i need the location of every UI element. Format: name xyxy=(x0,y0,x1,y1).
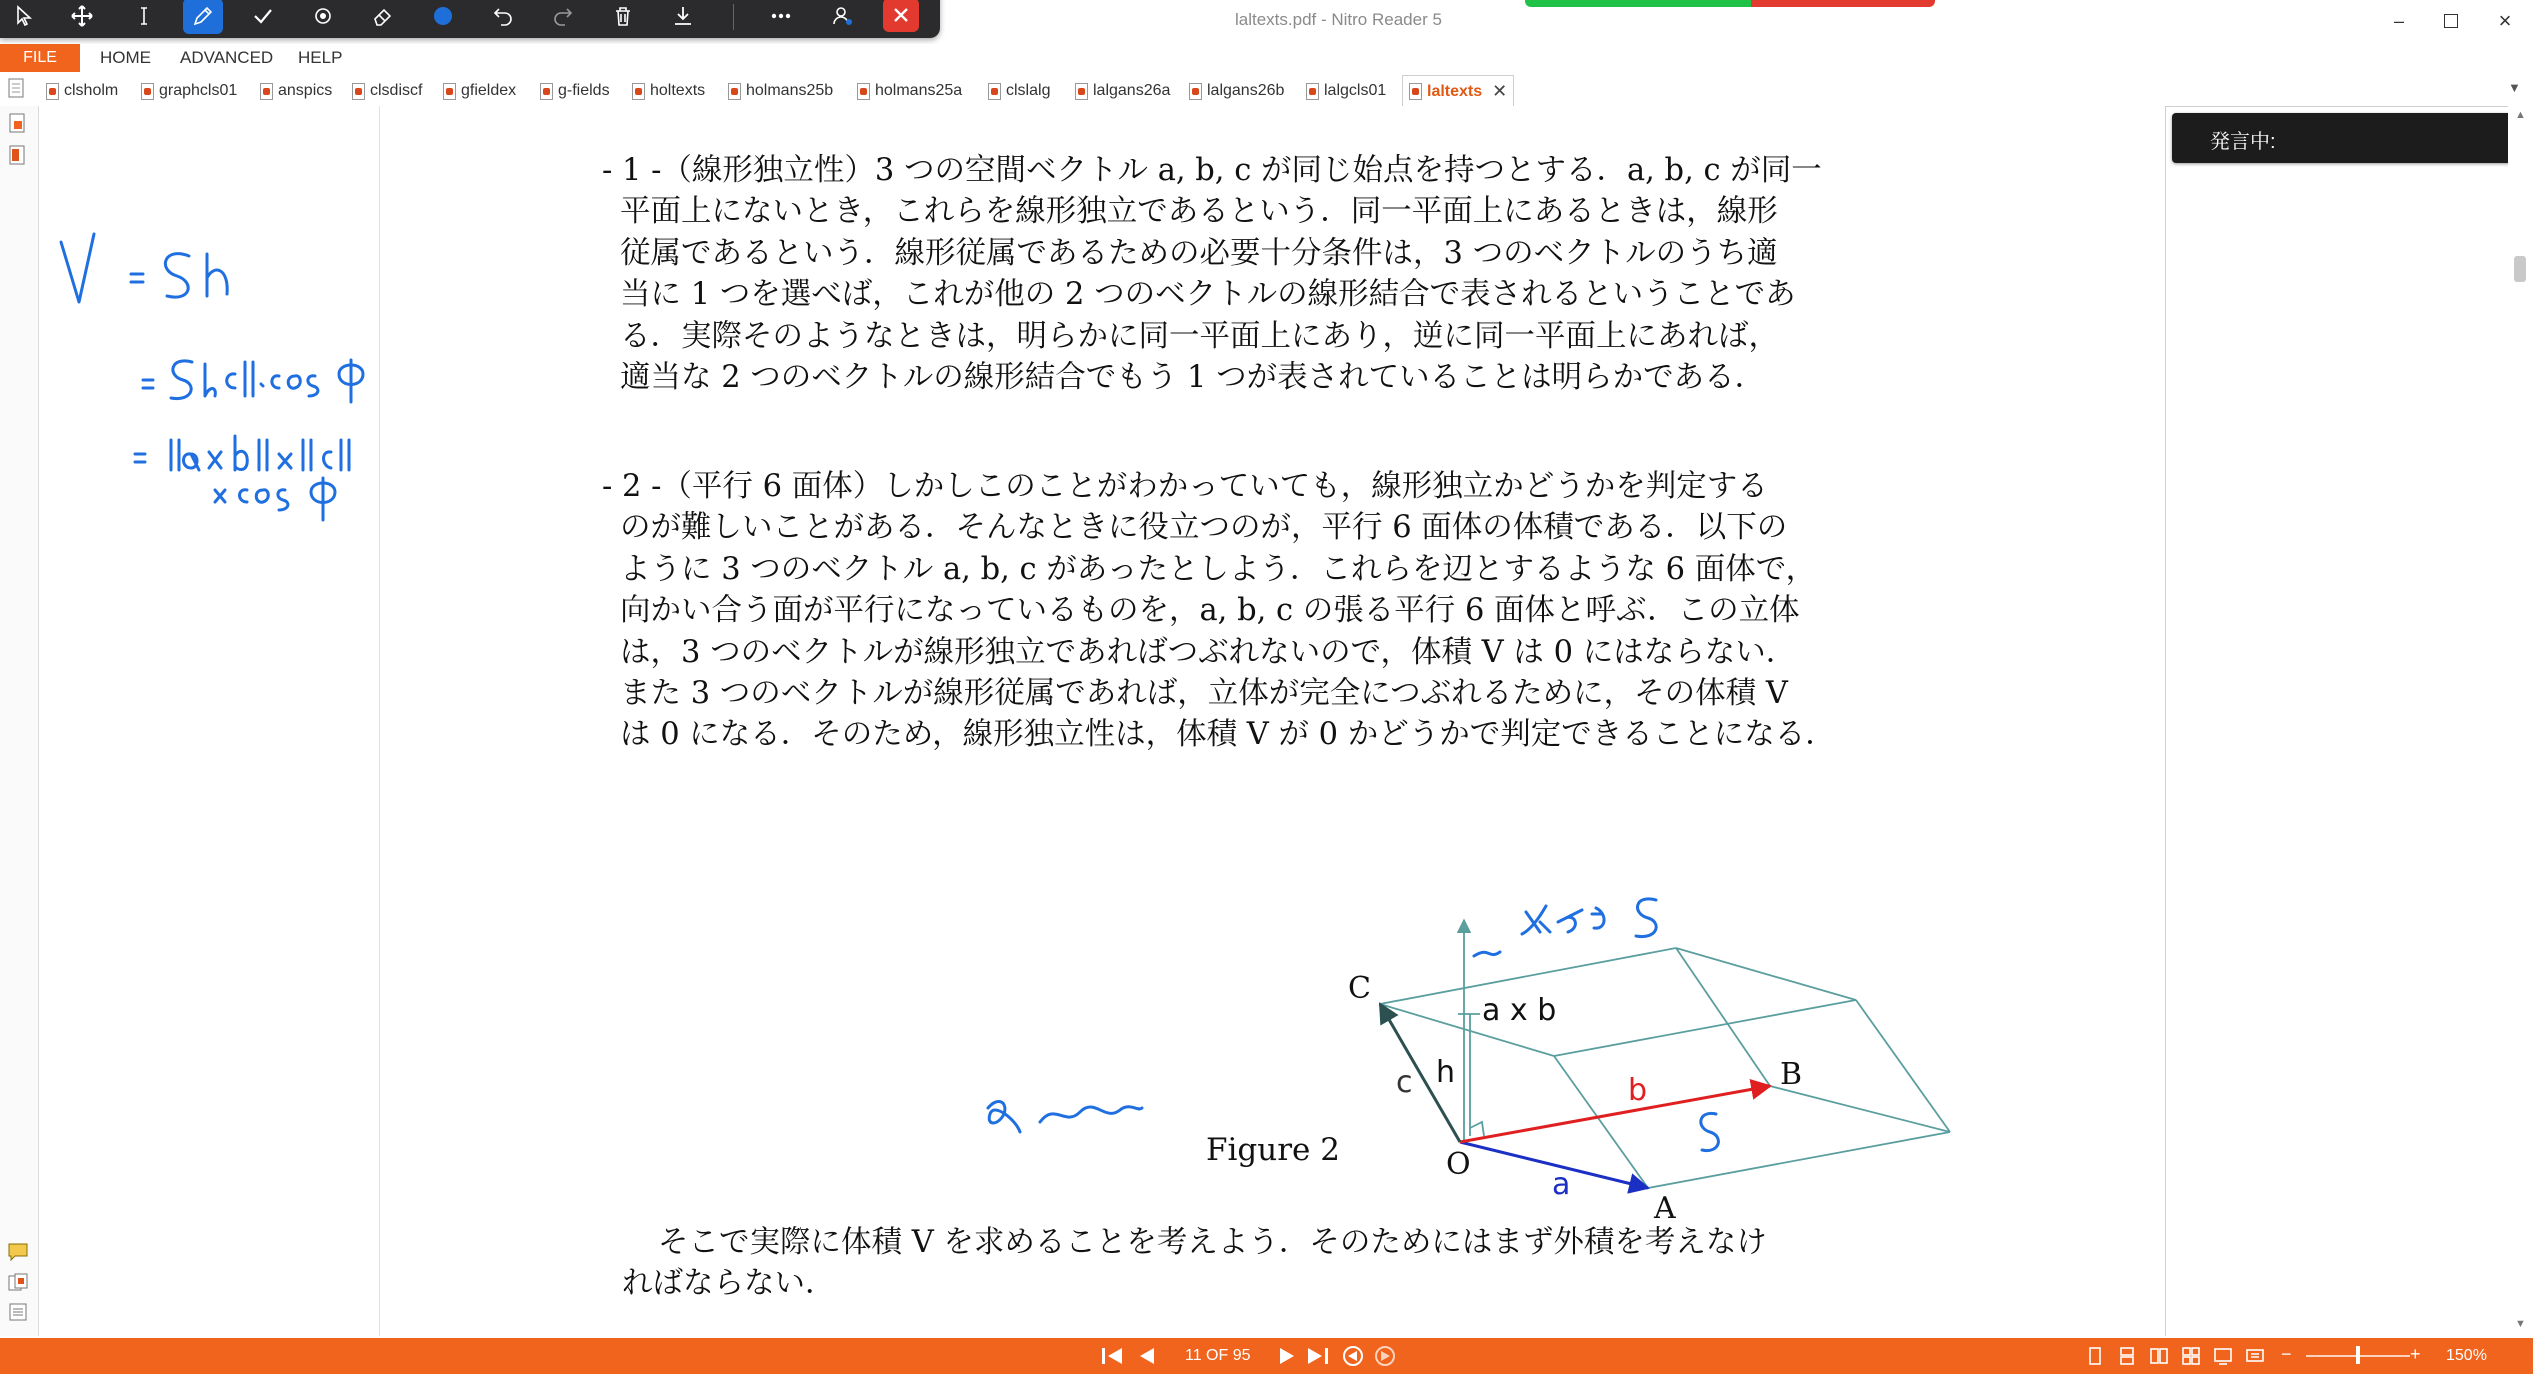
single-page-view-icon[interactable] xyxy=(2086,1347,2104,1365)
point-C-label: C xyxy=(1348,971,1371,1006)
attachment-toggle[interactable] xyxy=(7,1270,29,1294)
text-line: そこで実際に体積 V を求めることを考えよう．そのためにはまず外積を考えなけ xyxy=(658,1225,1767,1260)
list-icon xyxy=(8,1302,28,1322)
attachment-pages-icon xyxy=(8,113,28,135)
pdf-file-icon xyxy=(1409,83,1422,100)
menu-help[interactable]: HELP xyxy=(298,48,343,67)
save-ink-button[interactable] xyxy=(663,0,703,34)
comment-icon xyxy=(7,1242,29,1262)
paragraph-1 xyxy=(602,150,1822,398)
text-line: 平面上にないとき，これらを線形独立であるという．同一平面上にあるときは，線形 xyxy=(620,194,1778,230)
text-line: - 1 -（線形独立性）3 つの空間ベクトル a, b, c が同じ始点を持つとする．a, b, c が同一 xyxy=(602,153,1822,188)
vertical-scrollbar[interactable] xyxy=(2508,106,2533,1336)
point-A-label: A xyxy=(1654,1191,1676,1222)
zoom-slider-thumb[interactable] xyxy=(2356,1346,2360,1364)
bookmark-icon xyxy=(8,145,28,167)
text-line: 向かい合う面が平行になっているものを，a, b, c の張る平行 6 面体と呼ぶ．この立体 xyxy=(620,593,1800,629)
zoom-out-button[interactable]: − xyxy=(2281,1344,2292,1364)
previous-page-icon xyxy=(1136,1346,1156,1366)
vector-b-label: b xyxy=(1628,1073,1648,1108)
share-button[interactable] xyxy=(823,0,863,34)
page-icon xyxy=(8,78,24,98)
paragraph-3 xyxy=(622,1222,1767,1305)
last-page-button[interactable] xyxy=(1306,1346,1332,1366)
eraser-icon xyxy=(371,4,395,28)
text-line: - 2 -（平行 6 面体）しかしこのことがわかっていても，線形独立かどうかを判定する xyxy=(602,469,1768,504)
check-icon xyxy=(251,4,275,28)
move-tool[interactable] xyxy=(62,0,102,34)
tab-lalgcls01[interactable] xyxy=(1306,78,1386,104)
pen-tool[interactable] xyxy=(183,0,223,34)
pdf-file-icon xyxy=(1189,83,1202,100)
trash-icon xyxy=(611,4,635,28)
text-line: る．実際そのようなときは，明らかに同一平面上にあり，逆に同一平面上にあれば， xyxy=(620,318,1779,354)
figure-handwriting xyxy=(988,899,1718,1151)
person-icon xyxy=(831,4,855,28)
pdf-file-icon xyxy=(857,83,870,100)
tab-holmans25b[interactable] xyxy=(728,78,833,104)
vector-b xyxy=(1460,1086,1770,1142)
edge-back-right xyxy=(1554,1000,1856,1056)
close-icon: × xyxy=(2498,8,2512,33)
height-h-label: h xyxy=(1436,1055,1456,1090)
edge-A-right xyxy=(1648,1132,1950,1188)
toolbar-divider xyxy=(733,4,734,30)
color-icon xyxy=(431,4,455,28)
text-line: 従属であるという．線形従属であるための必要十分条件は，3 つのベクトルのうち適 xyxy=(620,235,1778,271)
scroll-thumb[interactable] xyxy=(2514,256,2526,282)
paragraph-2 xyxy=(602,466,1836,756)
pen-icon xyxy=(191,4,215,28)
fullscreen-icon[interactable] xyxy=(2246,1347,2264,1365)
back-circle-icon xyxy=(1342,1345,1364,1367)
tab-label: clsholm xyxy=(64,82,119,99)
text-line: のが難しいことがある．そんなときに役立つのが，平行 6 面体の体積である．以下の xyxy=(620,510,1788,546)
pointer-icon xyxy=(12,4,36,28)
text-line: 当に 1 つを選べば，これが他の 2 つのベクトルの線形結合で表されるということであ xyxy=(620,277,1796,313)
close-icon xyxy=(889,3,913,27)
text-line: 適当な 2 つのベクトルの線形結合でもう 1 つが表されていることは明らかである． xyxy=(620,359,1766,395)
pdf-file-icon xyxy=(988,83,1001,100)
maximize-button[interactable] xyxy=(2428,6,2474,36)
tab-label: lalgans26b xyxy=(1207,82,1285,99)
close-tab-icon[interactable]: ✕ xyxy=(1492,81,1508,101)
speaking-label: 発言中: xyxy=(2210,131,2276,153)
text-line: は，3 つのベクトルが線形独立であればつぶれないので，体積 V は 0 にはならない． xyxy=(620,634,1797,670)
tab-label: holmans25a xyxy=(875,82,963,99)
next-page-icon xyxy=(1278,1346,1298,1366)
text-select-tool[interactable] xyxy=(124,0,164,34)
tab-holtexts[interactable] xyxy=(632,78,705,104)
tab-label: lalgans26a xyxy=(1093,82,1171,99)
redo-button[interactable] xyxy=(543,0,583,34)
reading-mode-icon[interactable] xyxy=(2214,1347,2232,1365)
previous-page-button[interactable] xyxy=(1136,1346,1156,1366)
menu-file[interactable]: FILE xyxy=(0,44,80,72)
edge-top-down xyxy=(1676,948,1770,1086)
undo-icon xyxy=(491,4,515,28)
page-indicator[interactable]: 11 OF 95 xyxy=(1185,1347,1251,1364)
tab-label: gfieldex xyxy=(461,82,517,99)
left-rail xyxy=(0,106,39,1336)
pointer-tool[interactable] xyxy=(4,0,44,34)
forward-circle-icon xyxy=(1374,1345,1396,1367)
pen-toolbar xyxy=(0,0,940,38)
pdf-file-icon xyxy=(141,83,154,100)
comments-toggle[interactable] xyxy=(7,1240,29,1264)
close-toolbar-button[interactable] xyxy=(883,0,919,32)
tab-list-chevron-icon[interactable]: ▼ xyxy=(2508,80,2521,95)
zoom-level[interactable]: 150% xyxy=(2446,1347,2487,1364)
lasso-icon xyxy=(311,4,335,28)
pdf-file-icon xyxy=(352,83,365,100)
continuous-view-icon[interactable] xyxy=(2118,1347,2136,1365)
tab-label: laltexts xyxy=(1427,82,1483,100)
previous-view-button[interactable] xyxy=(1342,1346,1364,1366)
tab-lalgans26a[interactable] xyxy=(1075,78,1170,104)
menu-bar xyxy=(0,44,2533,72)
more-icon xyxy=(769,4,793,28)
vector-a-label: a xyxy=(1552,1167,1571,1202)
call-indicator xyxy=(1525,0,1935,7)
text-line: ればならない． xyxy=(622,1266,836,1302)
edge-top-right xyxy=(1676,948,1856,1000)
pdf-file-icon xyxy=(728,83,741,100)
pdf-file-icon xyxy=(443,83,456,100)
tab-label: clsdiscf xyxy=(370,82,423,99)
check-tool[interactable] xyxy=(243,0,283,34)
first-page-icon xyxy=(1100,1346,1126,1366)
pdf-file-icon xyxy=(260,83,273,100)
zoom-in-button[interactable]: + xyxy=(2410,1344,2421,1364)
tab-label: graphcls01 xyxy=(159,82,238,99)
text-line: また 3 つのベクトルが線形従属であれば，立体が完全につぶれるために，その体積 V xyxy=(620,675,1788,711)
tab-graphcls01[interactable] xyxy=(141,78,237,104)
tab-clslalg[interactable] xyxy=(988,78,1050,104)
tab-clsdiscf[interactable] xyxy=(352,78,422,104)
undo-button[interactable] xyxy=(483,0,523,34)
right-angle-marker xyxy=(1470,1122,1484,1136)
tab-label: lalgcls01 xyxy=(1324,82,1387,99)
menu-advanced[interactable]: ADVANCED xyxy=(180,48,274,67)
lasso-tool[interactable] xyxy=(303,0,343,34)
first-page-button[interactable] xyxy=(1100,1346,1126,1366)
paperclip-icon xyxy=(7,1272,29,1292)
color-picker[interactable] xyxy=(423,0,463,34)
tab-label: g-fields xyxy=(558,82,610,99)
menu-home[interactable]: HOME xyxy=(100,48,151,67)
attachments-toggle[interactable] xyxy=(7,112,29,136)
figure-parallelepiped xyxy=(890,782,1990,1222)
tab-label: holmans25b xyxy=(746,82,834,99)
tab-lalgans26b[interactable] xyxy=(1189,78,1284,104)
move-icon xyxy=(70,4,94,28)
last-page-icon xyxy=(1306,1346,1332,1366)
next-page-button[interactable] xyxy=(1278,1346,1298,1366)
pdf-file-icon xyxy=(46,83,59,100)
facing-continuous-view-icon[interactable] xyxy=(2182,1347,2200,1365)
more-button[interactable] xyxy=(761,0,801,34)
close-window-button[interactable] xyxy=(2482,6,2528,36)
tab-anspics[interactable] xyxy=(260,78,332,104)
point-O-label: O xyxy=(1446,1147,1471,1182)
next-view-button[interactable] xyxy=(1374,1346,1396,1366)
bookmarks-toggle[interactable] xyxy=(7,144,29,168)
tab-gfieldex[interactable] xyxy=(443,78,516,104)
text-line: ように 3 つのベクトル a, b, c があったとしよう．これらを辺とするような 6 面体で， xyxy=(620,551,1817,587)
pdf-file-icon xyxy=(1075,83,1088,100)
text-cursor-icon xyxy=(132,4,156,28)
eraser-tool[interactable] xyxy=(363,0,403,34)
speaking-indicator xyxy=(2172,113,2513,163)
pages-toggle[interactable] xyxy=(5,76,27,100)
tab-label: clslalg xyxy=(1006,82,1051,99)
document-tab-bar xyxy=(0,72,2533,107)
minimize-icon: – xyxy=(2393,10,2404,31)
figure-caption: Figure 2 xyxy=(1206,1132,1340,1168)
tab-laltexts[interactable] xyxy=(1402,75,1514,108)
handwritten-notes-panel xyxy=(39,106,380,1336)
tab-holmans25a[interactable] xyxy=(857,78,962,104)
pdf-file-icon xyxy=(1306,83,1319,100)
point-B-label: B xyxy=(1780,1057,1803,1092)
window-title: laltexts.pdf - Nitro Reader 5 xyxy=(1235,10,1442,29)
handwriting-ink xyxy=(39,106,379,606)
cross-product-label: a x b xyxy=(1482,993,1557,1028)
maximize-icon xyxy=(2444,14,2458,28)
pdf-page[interactable] xyxy=(380,106,2166,1336)
delete-button[interactable] xyxy=(603,0,643,34)
scroll-down-icon[interactable]: ▼ xyxy=(2515,1318,2526,1330)
output-toggle[interactable] xyxy=(7,1300,29,1324)
status-bar xyxy=(0,1338,2533,1374)
vector-c-label: c xyxy=(1396,1065,1413,1100)
minimize-button[interactable] xyxy=(2376,6,2422,36)
facing-view-icon[interactable] xyxy=(2150,1347,2168,1365)
tab-label: holtexts xyxy=(650,82,706,99)
tab-g-fields[interactable] xyxy=(540,78,610,104)
tab-label: anspics xyxy=(278,82,333,99)
tab-clsholm[interactable] xyxy=(46,78,118,104)
pdf-file-icon xyxy=(632,83,645,100)
text-line: は 0 になる．そのため，線形独立性は，体積 V が 0 かどうかで判定できることになる． xyxy=(620,717,1836,753)
redo-icon xyxy=(551,4,575,28)
scroll-up-icon[interactable]: ▲ xyxy=(2515,109,2526,121)
pdf-file-icon xyxy=(540,83,553,100)
download-icon xyxy=(671,4,695,28)
